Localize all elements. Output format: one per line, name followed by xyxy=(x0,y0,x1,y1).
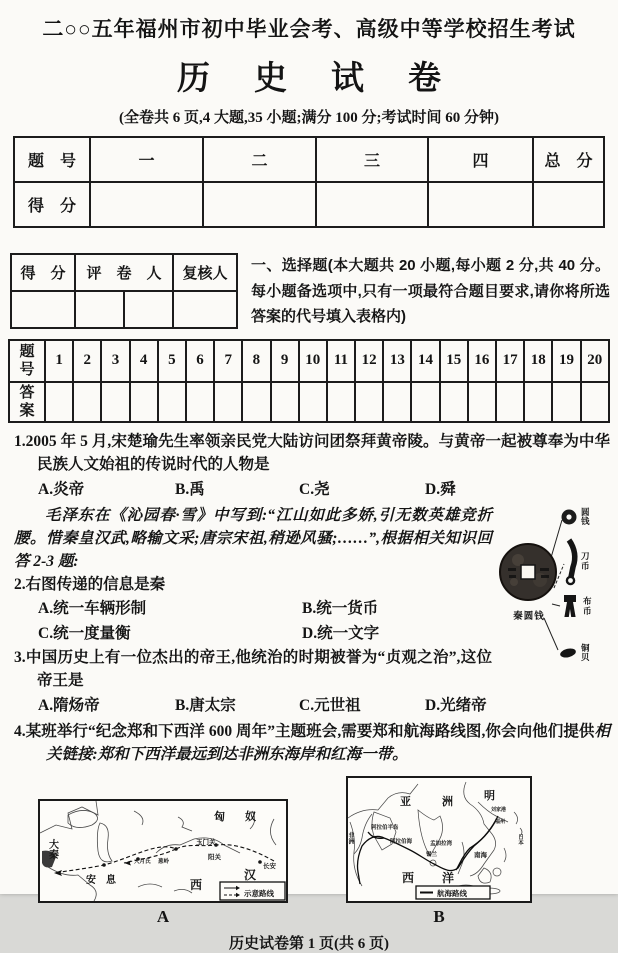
map-b-label-riben: 日本 xyxy=(517,833,523,845)
knife-coin-item xyxy=(562,538,591,586)
map-a-caption: A xyxy=(156,906,170,926)
answer-grid-number: 18 xyxy=(524,340,552,382)
question-4-text: 某班举行“纪念郑和下西洋 600 周年”主题班会,需要郑和航海路线图,你会向他们提供 xyxy=(25,722,595,740)
answer-grid-number: 12 xyxy=(355,340,383,382)
question-body xyxy=(14,430,610,766)
question-4-link-text: 相关链接:郑和下西洋最远到达非洲东海岸和红海一带。 xyxy=(46,722,610,763)
answer-grid-number: 4 xyxy=(130,340,158,382)
answer-grid-number: 14 xyxy=(411,340,439,382)
option-3a: A.隋炀帝 xyxy=(38,696,100,714)
score-header-section-4: 四 xyxy=(428,137,533,182)
answer-cell-empty xyxy=(581,382,609,422)
answer-cell-empty xyxy=(186,382,214,422)
grader-label: 评 卷 人 xyxy=(75,254,173,291)
map-a-label-xi: 西 xyxy=(190,877,203,892)
answer-label: 答案 xyxy=(19,384,35,419)
zheng-he-voyage-map-figure xyxy=(346,776,532,927)
score-header-section-3: 三 xyxy=(316,137,428,182)
exam-title-line1: 二○○五年福州市初中毕业会考、高级中等学校招生考试 xyxy=(42,18,576,41)
map-a-label-anxi: 安息 xyxy=(86,874,126,886)
answer-grid-row-header xyxy=(9,382,45,422)
answer-cell-empty xyxy=(327,382,355,422)
answer-cell-empty xyxy=(552,382,580,422)
mao-quote-passage: 毛泽东在《沁园春·雪》中写到:“江山如此多娇,引无数英雄竞折腰。惜秦皇汉武,略输文采;唐宗宋祖,稍逊风骚;……”,根据相关知识回答 2-3 题: xyxy=(14,506,492,570)
map-b-label-liujiagang: 刘家港 xyxy=(491,807,507,813)
score-cell-empty xyxy=(533,182,604,227)
answer-grid-table xyxy=(8,339,610,423)
answer-cell-empty xyxy=(242,382,270,422)
answer-cell-empty xyxy=(468,382,496,422)
answer-grid-number: 5 xyxy=(158,340,186,382)
answer-grid-number: 8 xyxy=(242,340,270,382)
question-4-stem xyxy=(14,720,610,766)
answer-cell-empty xyxy=(130,382,158,422)
silk-road-map-figure xyxy=(38,799,288,927)
answer-grid-number: 7 xyxy=(214,340,242,382)
round-coin-label: 圆钱 xyxy=(581,506,590,527)
map-a-label-changan: 长安 xyxy=(263,862,276,870)
answer-grid-answer-row xyxy=(9,382,609,422)
exam-subtitle: (全卷共 6 页,4 大题,35 小题;满分 100 分;考试时间 60 分钟) xyxy=(119,110,499,126)
option-1a: A.炎帝 xyxy=(38,480,85,498)
map-b-label-ming: 明 xyxy=(484,789,495,802)
knife-coin-label: 刀币 xyxy=(581,550,590,571)
question-3-options xyxy=(38,694,610,718)
question-1-stem xyxy=(14,430,610,476)
map-b-label-feizhou: 非洲 xyxy=(347,831,353,844)
answer-cell-empty xyxy=(411,382,439,422)
option-3c: C.元世祖 xyxy=(299,696,361,714)
answer-grid-col-header xyxy=(9,340,45,382)
reviewer-label: 复核人 xyxy=(173,254,237,291)
score-header-question-no: 题 号 xyxy=(14,137,90,182)
option-1d: D.舜 xyxy=(425,480,456,498)
zheng-he-voyage-map xyxy=(346,776,532,903)
option-1b: B.禹 xyxy=(175,480,205,498)
answer-cell-empty xyxy=(524,382,552,422)
map-a-label-yumenguan: 玉门关 xyxy=(196,838,216,846)
answer-cell-empty xyxy=(101,382,129,422)
question-3-text: 中国历史上有一位杰出的帝王,他统治的时期被誉为“贞观之治”,这位帝王是 xyxy=(25,648,492,689)
score-summary-table xyxy=(13,136,605,228)
answer-cell-empty xyxy=(45,382,73,422)
score-header-total: 总 分 xyxy=(533,137,604,182)
map-b-label-xi: 西 xyxy=(402,870,415,885)
answer-grid-number: 6 xyxy=(186,340,214,382)
question-no-label: 题号 xyxy=(19,343,35,378)
section1-header-row xyxy=(10,253,610,330)
maps-row xyxy=(38,776,618,927)
answer-grid-number: 19 xyxy=(552,340,580,382)
map-b-label-xilan: 锡兰 xyxy=(426,851,438,858)
qin-round-coin-icon xyxy=(498,542,560,604)
spade-coin-label: 布币 xyxy=(583,595,592,616)
answer-grid-number: 17 xyxy=(496,340,524,382)
coin-caption: 秦圆钱 xyxy=(513,611,545,622)
map-a-label-congling: 葱岭 xyxy=(158,858,170,865)
answer-grid-number: 2 xyxy=(73,340,101,382)
grader-cell-empty xyxy=(11,291,75,328)
map-b-legend-label: 航海路线 xyxy=(437,888,467,898)
spade-coin-item xyxy=(560,594,593,620)
score-cell-empty xyxy=(203,182,316,227)
silk-road-map xyxy=(38,799,288,903)
map-a-label-dayuezhi: 大月氏 xyxy=(134,858,151,865)
answer-grid-number: 13 xyxy=(383,340,411,382)
question-4-number: 4. xyxy=(14,722,26,740)
map-b-label-nanhai: 南海 xyxy=(474,851,487,859)
cowry-item xyxy=(558,644,591,664)
round-coin-icon xyxy=(560,508,578,526)
option-3b: B.唐太宗 xyxy=(175,696,236,714)
grader-cell-empty xyxy=(75,291,124,328)
answer-cell-empty xyxy=(271,382,299,422)
map-b-label-fuzhou: 福州 xyxy=(495,819,506,825)
score-cell-empty xyxy=(428,182,533,227)
answer-grid-number: 10 xyxy=(299,340,327,382)
qin-coin-figure xyxy=(498,506,610,690)
question-2-text: 右图传递的信息是秦 xyxy=(25,575,166,593)
answer-cell-empty xyxy=(214,382,242,422)
score-cell-empty xyxy=(90,182,203,227)
answer-grid-number: 20 xyxy=(581,340,609,382)
map-b-label-arabian-sea: 阿拉伯海 xyxy=(390,838,413,845)
map-a-label-xiongnu: 匈奴 xyxy=(214,810,276,823)
answer-cell-empty xyxy=(158,382,186,422)
round-coin-item xyxy=(560,508,591,528)
question-1-options xyxy=(38,478,610,502)
knife-coin-icon xyxy=(562,538,578,586)
grader-cell-empty xyxy=(173,291,237,328)
exam-title-line2: 历史试卷 xyxy=(177,61,485,97)
map-a-label-yangguan: 阳关 xyxy=(208,853,221,861)
section1-instruction: 一、选择题(本大题共 20 小题,每小题 2 分,共 40 分。每小题备选项中,只有一项最符合题目要求,请你将所选答案的代号填入表格内) xyxy=(251,257,610,325)
question-1-text: 2005 年 5 月,宋楚瑜先生率领亲民党大陆访问团祭拜黄帝陵。与黄帝一起被尊奉为中华民族人文始祖的传说时代的人物是 xyxy=(25,432,610,473)
map-b-label-ya: 亚 xyxy=(400,795,411,808)
answer-grid-number: 11 xyxy=(327,340,355,382)
answer-grid-number: 9 xyxy=(271,340,299,382)
answer-grid-number: 16 xyxy=(468,340,496,382)
cowry-label: 铜贝 xyxy=(581,642,590,663)
question-3-number: 3. xyxy=(14,648,26,666)
score-cell-empty xyxy=(316,182,428,227)
answer-cell-empty xyxy=(299,382,327,422)
answer-cell-empty xyxy=(355,382,383,422)
option-2a: A.统一车辆形制 xyxy=(38,599,147,617)
map-a-legend-label: 示意路线 xyxy=(244,888,274,898)
score-header-section-2: 二 xyxy=(203,137,316,182)
option-2b: B.统一货币 xyxy=(302,599,379,617)
map-b-label-arabian-peninsula: 阿拉伯半岛 xyxy=(371,824,399,831)
score-header-section-1: 一 xyxy=(90,137,203,182)
option-2d: D.统一文字 xyxy=(302,624,380,642)
cowry-icon xyxy=(558,646,578,660)
option-1c: C.尧 xyxy=(299,480,330,498)
map-b-caption: B xyxy=(433,906,445,926)
answer-cell-empty xyxy=(383,382,411,422)
option-2c: C.统一度量衡 xyxy=(38,624,131,642)
question-1-number: 1. xyxy=(14,432,26,450)
map-b-label-zhou: 洲 xyxy=(442,795,453,808)
answer-cell-empty xyxy=(440,382,468,422)
question-2-number: 2. xyxy=(14,575,26,593)
page-footer: 历史试卷第 1 页(共 6 页) xyxy=(229,935,389,952)
answer-grid-number: 3 xyxy=(101,340,129,382)
grader-cell-empty xyxy=(124,291,173,328)
map-a-label-han: 汉 xyxy=(244,867,257,882)
map-b-label-bengal-bay: 孟加拉湾 xyxy=(430,840,453,847)
answer-grid-number: 15 xyxy=(440,340,468,382)
answer-cell-empty xyxy=(73,382,101,422)
answer-grid-number: 1 xyxy=(45,340,73,382)
question-2-options xyxy=(38,596,492,646)
answer-grid-number-row xyxy=(9,340,609,382)
answer-cell-empty xyxy=(496,382,524,422)
spade-coin-icon xyxy=(560,594,580,620)
grader-table xyxy=(10,253,238,329)
score-row-label: 得 分 xyxy=(14,182,90,227)
map-b-label-yang: 洋 xyxy=(442,870,455,885)
option-3d: D.光绪帝 xyxy=(425,696,487,714)
grader-score-label: 得 分 xyxy=(11,254,75,291)
map-a-label-daqin: 大秦 xyxy=(46,838,58,859)
